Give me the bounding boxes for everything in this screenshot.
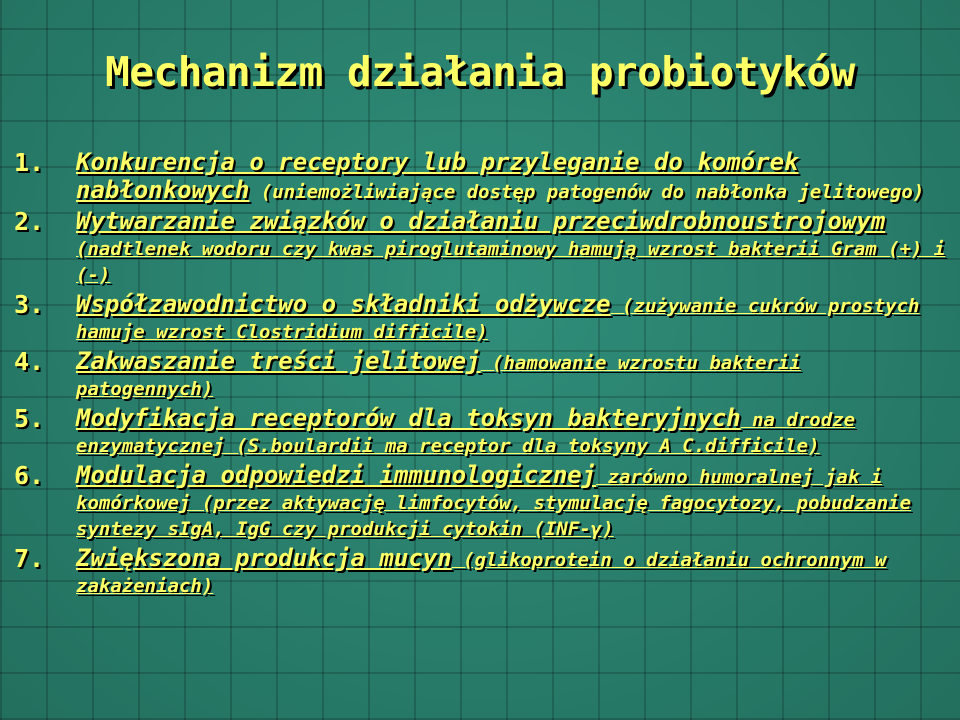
item-number: 4. (14, 347, 45, 376)
slide-title: Mechanizm działania probiotyków (105, 48, 855, 96)
item-detail: (uniemożliwiające dostęp patogenów do nabłonka jelitowego) (249, 181, 925, 203)
list-item-4 (14, 347, 949, 402)
item-main: Konkurencja o receptory lub przyleganie do komórek nabłonkowych (76, 148, 799, 204)
item-number: 7. (14, 544, 45, 573)
item-detail: (hamowanie wzrostu bakterii patogennych) (76, 352, 801, 400)
item-main: Zakwaszanie treści jelitowej (76, 347, 481, 375)
item-detail: (glikoprotein o działaniu ochronnym w zakażeniach) (76, 549, 887, 597)
item-number: 5. (14, 404, 45, 433)
item-main: Modulacja odpowiedzi immunologicznej (76, 461, 597, 489)
item-main: Wytwarzanie związków o działaniu przeciwdrobnoustrojowym (76, 207, 886, 235)
item-main: Zwiększona produkcja mucyn (76, 544, 452, 572)
item-number: 3. (14, 290, 45, 319)
list-item-3 (14, 290, 949, 345)
item-detail: (nadtlenek wodoru czy kwas piroglutaminowy hamują wzrost bakterii Gram (+) i (-) (76, 238, 946, 286)
item-detail: na drodze enzymatycznej (S.boulardii ma receptor dla toksyny A C.difficile) (76, 409, 856, 457)
item-detail: zarówno humoralnej jak i komórkowej (przez aktywację limfocytów, stymulację fagocytozy, pobudzanie syntezy sIgA, IgG czy produkcji cytokin (INF-γ) (76, 466, 912, 540)
list-item-7 (14, 544, 949, 599)
list-item-6 (14, 461, 949, 542)
item-number: 2. (14, 207, 45, 236)
item-main: Współzawodnictwo o składniki odżywcze (76, 290, 611, 318)
list-item-1 (14, 148, 949, 205)
item-main: Modyfikacja receptorów dla toksyn bakteryjnych (76, 404, 741, 432)
list-item-5 (14, 404, 949, 459)
item-number: 6. (14, 461, 45, 490)
mechanism-list (14, 148, 949, 601)
list-item-2 (14, 207, 949, 288)
item-number: 1. (14, 148, 45, 177)
item-detail: (zużywanie cukrów prostych hamuje wzrost Clostridium difficile) (76, 295, 920, 343)
